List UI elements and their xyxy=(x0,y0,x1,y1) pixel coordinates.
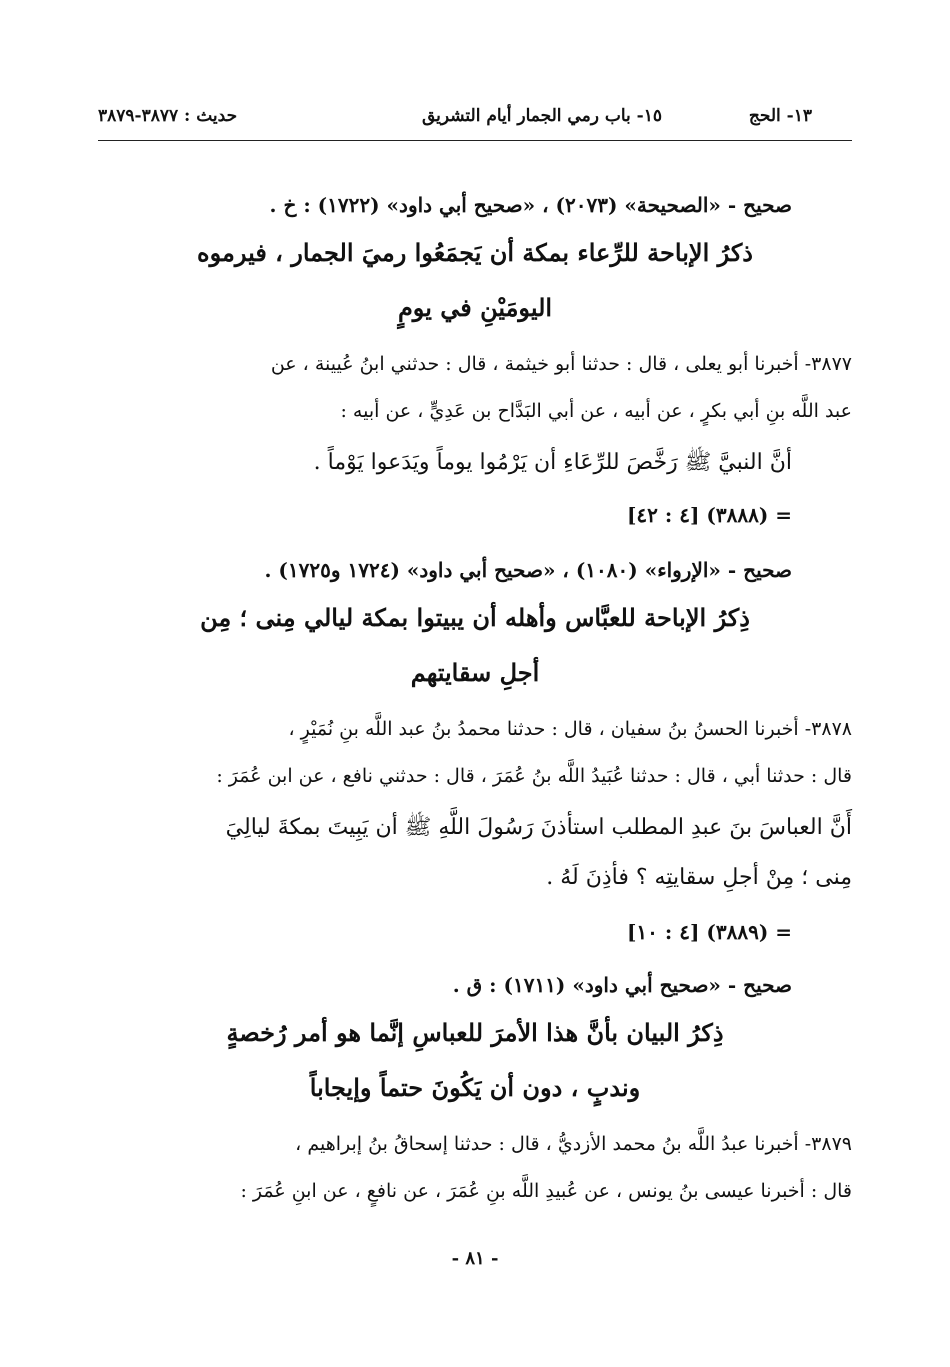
isnad-line: ٣٨٧٧- أخبرنا أبو يعلى ، قال : حدثنا أبو خيثمة ، قال : حدثني ابنُ عُيينة ، عن xyxy=(270,353,852,375)
chapter-heading-line: أجلِ سقايتهم xyxy=(410,658,540,687)
chapter-heading-line: ذِكرُ الإباحة للعبَّاس وأهله أن يبيتوا بمكة ليالي مِنى ؛ مِن xyxy=(200,603,750,632)
isnad-line: عبد اللَّه بنِ أبي بكرٍ ، عن أبيه ، عن أبي البَدَّاح بن عَدِيٍّ ، عن أبيه : xyxy=(340,400,852,422)
hadith-range: حديث : ٣٨٧٧-٣٨٧٩ xyxy=(98,106,238,126)
page-number: - ٨١ - xyxy=(451,1248,499,1269)
chapter-heading-line: ذِكرُ البيان بأنَّ هذا الأمرَ للعباسِ إنَّما هو أمر رُخصةٍ xyxy=(226,1018,724,1047)
running-header xyxy=(98,98,852,141)
cross-reference: = (٣٨٨٨) [٤ : ٤٢] xyxy=(626,503,792,527)
isnad-line: قال : حدثنا أبي ، قال : حدثنا عُبَيدُ اللَّه بنُ عُمَرَ ، قال : حدثني نافع ، عن ابن عُمَرَ : xyxy=(216,765,852,787)
chapter-heading-line: اليومَيْنِ في يومٍ xyxy=(397,293,553,322)
matn-line: مِنى ؛ مِنْ أجلِ سقايتِه ؟ فأذِنَ لَهُ . xyxy=(546,865,852,890)
matn-line: أنَّ النبيَّ ﷺ رَخَّصَ للرِّعَاءِ أن يَرْمُوا يوماً ويَدَعوا يَوْماً . xyxy=(313,450,792,475)
cross-reference: = (٣٨٨٩) [٤ : ١٠] xyxy=(626,920,792,944)
isnad-line: قال : أخبرنا عيسى بنُ يونس ، عن عُبيدِ اللَّه بنِ عُمَرَ ، عن نافعٍ ، عن ابنِ عُمَرَ : xyxy=(240,1180,852,1202)
grading-line: صحيح - «صحيح أبي داود» (١٧١١) : ق . xyxy=(452,973,792,997)
chapter-title: ١٣- الحج xyxy=(748,106,812,126)
chapter-heading-line: ذكرُ الإباحة للرِّعاء بمكة أن يَجمَعُوا رميَ الجمار ، فيرموه xyxy=(197,238,753,267)
chapter-heading-line: وندبٍ ، دون أن يَكُونَ حتماً وإيجاباً xyxy=(309,1073,641,1102)
section-title: ١٥- باب رمي الجمار أيام التشريق xyxy=(421,106,662,126)
isnad-line: ٣٨٧٩- أخبرنا عبدُ اللَّه بنُ محمد الأزديُّ ، قال : حدثنا إسحاقُ بنُ إبراهيم ، xyxy=(295,1133,852,1155)
isnad-line: ٣٨٧٨- أخبرنا الحسنُ بنُ سفيان ، قال : حدثنا محمدُ بنُ عبد اللَّه بنِ نُمَيْرٍ ، xyxy=(288,718,852,740)
grading-line: صحيح - «الصحيحة» (٢٠٧٣) ، «صحيح أبي داود» (١٧٢٢) : خ . xyxy=(269,193,792,217)
matn-line: أَنَّ العباسَ بنَ عبدِ المطلب استأذنَ رَسُولَ اللَّهِ ﷺ أن يَبِيتَ بمكةَ ليالِيَ xyxy=(225,815,852,840)
grading-line: صحيح - «الإرواء» (١٠٨٠) ، «صحيح أبي داود» (١٧٢٤ و١٧٢٥) . xyxy=(264,558,792,582)
